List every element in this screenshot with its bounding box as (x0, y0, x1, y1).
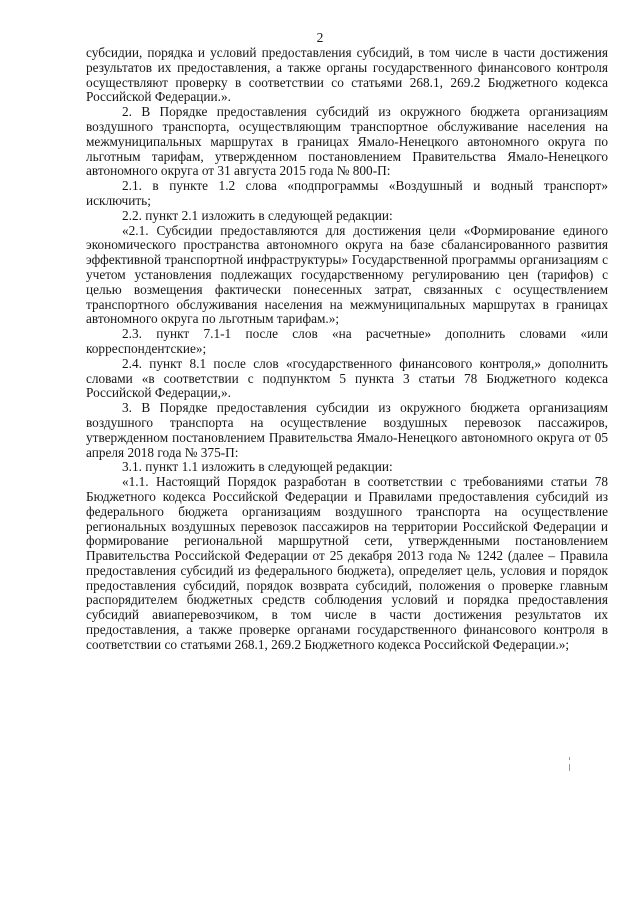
scan-speck (569, 764, 570, 771)
scan-speck (569, 757, 570, 760)
paragraph-9: 3.1. пункт 1.1 изложить в следующей редакции: (122, 459, 393, 475)
paragraph-1: субсидии, порядка и условий предоставления субсидий, в том числе в части достижения результатов их предоставления, а также органы государственного финансового контроля осуществляют проверку в соответствии со статьями 268.1, 269.2 Бюджетного кодекса Российской Федерации.». (86, 45, 608, 105)
document-body (86, 46, 608, 653)
paragraph-10: «1.1. Настоящий Порядок разработан в соответствии с требованиями статьи 78 Бюджетного кодекса Российской Федерации и Правилами предоставления субсидий из федерального бюджета организациям воздушного транспорта на осуществление региональных воздушных перевозок пассажиров на территории Российской Федерации и формирование региональной маршрутной сети, утвержденными постановлением Правительства Российской Федерации от 25 декабря 2013 года № 1242 (далее – Правила предоставления субсидий из федерального бюджета), определяет цель, условия и порядок предоставления субсидий, порядок возврата субсидий, положения о проверке главным распорядителем бюджетных средств соблюдения условий и порядка предоставления субсидий авиаперевозчиком, в том числе в части достижения результатов их предоставления, а также проверке органами государственного финансового контроля в соответствии со статьями 268.1, 269.2 Бюджетного кодекса Российской Федерации.»; (86, 474, 608, 652)
paragraph-2: 2. В Порядке предоставления субсидий из окружного бюджета организациям воздушного транспорта, осуществляющим транспортное обслуживание населения на межмуниципальных маршрутах в границах Ямало-Ненецкого автономного округа по льготным тарифам, утвержденном постановлением Правительства Ямало-Ненецкого автономного округа от 31 августа 2015 года № 800-П: (86, 104, 608, 179)
paragraph-4: 2.2. пункт 2.1 изложить в следующей редакции: (122, 207, 393, 223)
paragraph-6: 2.3. пункт 7.1-1 после слов «на расчетные» дополнить словами «или корреспондентские»; (86, 326, 608, 356)
paragraph-3: 2.1. в пункте 1.2 слова «подпрограммы «Воздушный и водный транспорт» исключить; (86, 178, 608, 208)
paragraph-7: 2.4. пункт 8.1 после слов «государственного финансового контроля,» дополнить словами «в соответствии с подпунктом 5 пункта 3 статьи 78 Бюджетного кодекса Российской Федерации,». (86, 355, 608, 401)
paragraph-5: «2.1. Субсидии предоставляются для достижения цели «Формирование единого экономического пространства автономного округа на базе сбалансированного развития эффективной транспортной инфраструктуры» Государственной программы организациям с учетом установления подлежащих государственному регулированию цен (тарифов) с целью возмещения фактически понесенных затрат, связанных с осуществлением транспортного обслуживания населения на межмуниципальных маршрутах в границах автономного округа по льготным тарифам.»; (86, 222, 608, 327)
page-number: 2 (316, 30, 324, 45)
paragraph-8: 3. В Порядке предоставления субсидии из окружного бюджета организациям воздушного транспорта на осуществление воздушных перевозок пассажиров, утвержденном постановлением Правительства Ямало-Ненецкого автономного округа от 05 апреля 2018 года № 375-П: (86, 400, 608, 460)
